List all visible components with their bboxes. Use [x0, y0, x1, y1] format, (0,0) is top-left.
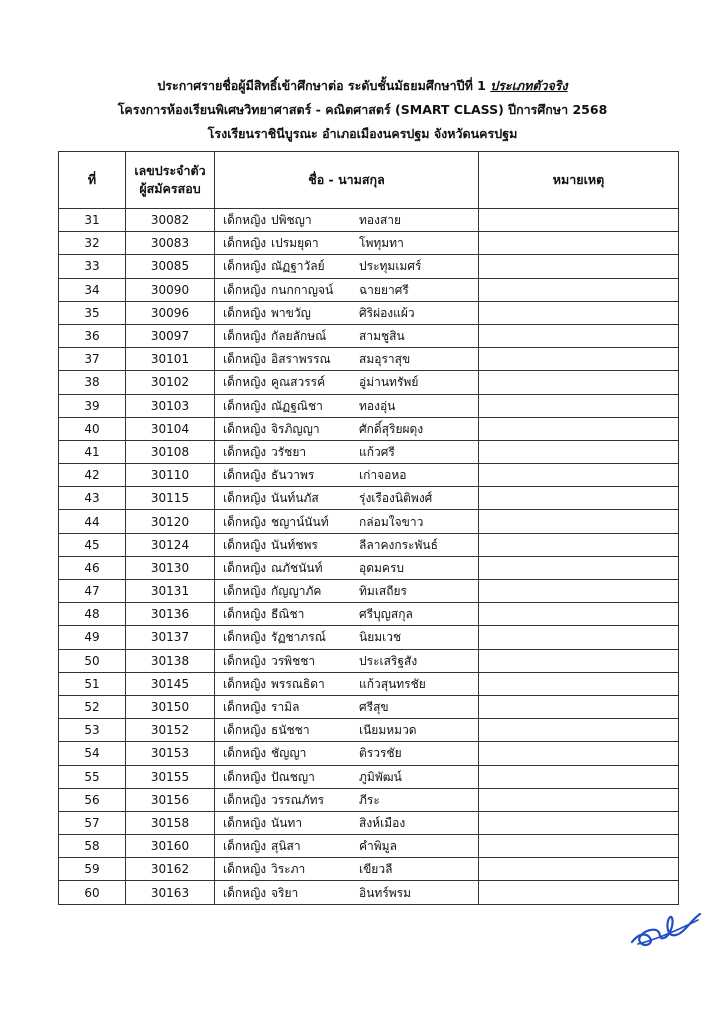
last-name: สามชูสิน	[359, 329, 405, 344]
table-row	[59, 348, 679, 371]
cell-full-name	[215, 858, 479, 881]
cell-applicant-id: 30097	[126, 324, 215, 347]
first-name: ธนัชชา	[271, 723, 310, 738]
cell-remark	[479, 348, 679, 371]
table-row	[59, 788, 679, 811]
table-row	[59, 301, 679, 324]
cell-applicant-id: 30131	[126, 580, 215, 603]
name-title: เด็กหญิง	[223, 839, 267, 854]
cell-full-name	[215, 255, 479, 278]
last-name: สมอุราสุข	[359, 352, 411, 367]
first-name: กนกกาญจน์	[271, 282, 334, 297]
last-name: อินทร์พรม	[359, 885, 412, 900]
last-name: ประทุมเมศร์	[359, 259, 422, 274]
cell-full-name	[215, 348, 479, 371]
cell-no: 51	[59, 672, 126, 695]
table-row	[59, 278, 679, 301]
cell-applicant-id: 30137	[126, 626, 215, 649]
cell-no: 53	[59, 719, 126, 742]
cell-remark	[479, 301, 679, 324]
cell-no: 58	[59, 835, 126, 858]
cell-remark	[479, 394, 679, 417]
name-title: เด็กหญิง	[223, 352, 267, 367]
cell-full-name	[215, 301, 479, 324]
table-header-row	[59, 152, 679, 209]
last-name: โพทุมทา	[359, 236, 404, 251]
header-line-1	[0, 74, 725, 98]
first-name: รัฏชาภรณ์	[271, 630, 326, 645]
name-title: เด็กหญิง	[223, 769, 267, 784]
first-name: นันท์ชพร	[271, 537, 318, 552]
last-name: ภีระ	[359, 792, 380, 807]
name-title: เด็กหญิง	[223, 398, 267, 413]
first-name: จิรภิญญา	[271, 421, 320, 436]
last-name: ทองอุ่น	[359, 398, 396, 413]
cell-remark	[479, 209, 679, 232]
cell-applicant-id: 30152	[126, 719, 215, 742]
cell-no: 36	[59, 324, 126, 347]
last-name: ศรีบุญสกุล	[359, 607, 413, 622]
cell-no: 42	[59, 464, 126, 487]
first-name: ปัณชญา	[271, 769, 315, 784]
table-row	[59, 255, 679, 278]
cell-full-name	[215, 742, 479, 765]
last-name: เขียวลี	[359, 862, 393, 877]
cell-full-name	[215, 719, 479, 742]
col-header-name: ชื่อ - นามสกุล	[215, 152, 479, 209]
cell-no: 38	[59, 371, 126, 394]
cell-remark	[479, 510, 679, 533]
first-name: วรัชยา	[271, 444, 307, 459]
cell-remark	[479, 417, 679, 440]
table-row	[59, 510, 679, 533]
first-name: พาขวัญ	[271, 305, 311, 320]
cell-applicant-id: 30130	[126, 556, 215, 579]
table-row	[59, 417, 679, 440]
name-title: เด็กหญิง	[223, 468, 267, 483]
cell-applicant-id: 30110	[126, 464, 215, 487]
header-line-2: โครงการห้องเรียนพิเศษวิทยาศาสตร์ - คณิตศาสตร์ (SMART CLASS) ปีการศึกษา 2568	[117, 102, 608, 117]
last-name: เนียมหมวด	[359, 723, 417, 738]
first-name: กัญญาภัค	[271, 584, 322, 599]
name-title: เด็กหญิง	[223, 792, 267, 807]
cell-no: 40	[59, 417, 126, 440]
cell-no: 52	[59, 695, 126, 718]
table-row	[59, 440, 679, 463]
first-name: อิสราพรรณ	[271, 352, 331, 367]
first-name: วรรณภัทร	[271, 792, 325, 807]
cell-applicant-id: 30104	[126, 417, 215, 440]
cell-full-name	[215, 487, 479, 510]
cell-full-name	[215, 232, 479, 255]
last-name: กล่อมใจขาว	[359, 514, 424, 529]
table-row	[59, 324, 679, 347]
last-name: คำพิมูล	[359, 839, 397, 854]
cell-no: 55	[59, 765, 126, 788]
signature-stroke	[632, 914, 700, 945]
cell-applicant-id: 30101	[126, 348, 215, 371]
cell-no: 60	[59, 881, 126, 904]
cell-no: 43	[59, 487, 126, 510]
name-title: เด็กหญิง	[223, 236, 267, 251]
last-name: ทิมเสถียร	[359, 584, 407, 599]
cell-applicant-id: 30096	[126, 301, 215, 324]
name-title: เด็กหญิง	[223, 444, 267, 459]
cell-applicant-id: 30083	[126, 232, 215, 255]
table-row	[59, 464, 679, 487]
name-title: เด็กหญิง	[223, 421, 267, 436]
col-header-id-line-2: ผู้สมัครสอบ	[139, 181, 201, 196]
last-name: อุดมครบ	[359, 560, 404, 575]
signature-image	[628, 904, 704, 950]
cell-no: 37	[59, 348, 126, 371]
header-line-1-emphasis: ประเภทตัวจริง	[490, 78, 568, 93]
first-name: สุนิสา	[271, 839, 301, 854]
table-row	[59, 649, 679, 672]
cell-no: 35	[59, 301, 126, 324]
cell-full-name	[215, 556, 479, 579]
first-name: เปรมยุดา	[271, 236, 319, 251]
cell-remark	[479, 765, 679, 788]
student-list-table	[58, 151, 679, 905]
table-row	[59, 603, 679, 626]
cell-remark	[479, 464, 679, 487]
name-title: เด็กหญิง	[223, 514, 267, 529]
cell-remark	[479, 811, 679, 834]
first-name: นันทา	[271, 815, 303, 830]
table-row	[59, 695, 679, 718]
cell-full-name	[215, 324, 479, 347]
cell-no: 46	[59, 556, 126, 579]
table-row	[59, 811, 679, 834]
cell-full-name	[215, 440, 479, 463]
name-title: เด็กหญิง	[223, 676, 267, 691]
cell-applicant-id: 30163	[126, 881, 215, 904]
last-name: ศรีสุข	[359, 700, 389, 715]
last-name: แก้วศรี	[359, 444, 395, 459]
name-title: เด็กหญิง	[223, 537, 267, 552]
cell-remark	[479, 719, 679, 742]
cell-remark	[479, 278, 679, 301]
cell-full-name	[215, 672, 479, 695]
last-name: รุ่งเรืองนิติพงศ์	[359, 491, 433, 506]
cell-full-name	[215, 510, 479, 533]
first-name: ณัฏฐาวัลย์	[271, 259, 325, 274]
first-name: นันท์นภัส	[271, 491, 319, 506]
header-line-1-prefix: ประกาศรายชื่อผู้มีสิทธิ์เข้าศึกษาต่อ ระดับชั้นมัธยมศึกษาปีที่ 1	[157, 78, 491, 93]
last-name: ศิริผ่องแผ้ว	[359, 305, 415, 320]
cell-applicant-id: 30158	[126, 811, 215, 834]
name-title: เด็กหญิง	[223, 560, 267, 575]
col-header-no: ที่	[59, 152, 126, 209]
cell-remark	[479, 556, 679, 579]
cell-no: 39	[59, 394, 126, 417]
table-row	[59, 858, 679, 881]
cell-no: 33	[59, 255, 126, 278]
first-name: ธันวาพร	[271, 468, 315, 483]
cell-full-name	[215, 464, 479, 487]
name-title: เด็กหญิง	[223, 630, 267, 645]
name-title: เด็กหญิง	[223, 862, 267, 877]
cell-no: 45	[59, 533, 126, 556]
first-name: วิระภา	[271, 862, 306, 877]
name-title: เด็กหญิง	[223, 607, 267, 622]
cell-no: 59	[59, 858, 126, 881]
cell-full-name	[215, 278, 479, 301]
first-name: ธีณิชา	[271, 607, 305, 622]
cell-applicant-id: 30115	[126, 487, 215, 510]
cell-full-name	[215, 533, 479, 556]
cell-remark	[479, 533, 679, 556]
cell-remark	[479, 371, 679, 394]
first-name: พรรณธิดา	[271, 676, 325, 691]
first-name: กัลยลักษณ์	[271, 329, 327, 344]
cell-full-name	[215, 209, 479, 232]
cell-applicant-id: 30136	[126, 603, 215, 626]
col-header-remark: หมายเหตุ	[479, 152, 679, 209]
cell-remark	[479, 626, 679, 649]
table-row	[59, 394, 679, 417]
cell-applicant-id: 30162	[126, 858, 215, 881]
cell-full-name	[215, 603, 479, 626]
cell-full-name	[215, 417, 479, 440]
cell-no: 48	[59, 603, 126, 626]
last-name: นิยมเวช	[359, 630, 402, 645]
table-row	[59, 672, 679, 695]
cell-remark	[479, 881, 679, 904]
cell-no: 32	[59, 232, 126, 255]
cell-applicant-id: 30160	[126, 835, 215, 858]
first-name: คูณสวรรค์	[271, 375, 326, 390]
last-name: อู่ม่านทรัพย์	[359, 375, 419, 390]
name-title: เด็กหญิง	[223, 653, 267, 668]
cell-applicant-id: 30124	[126, 533, 215, 556]
cell-remark	[479, 324, 679, 347]
cell-no: 41	[59, 440, 126, 463]
table-row	[59, 719, 679, 742]
name-title: เด็กหญิง	[223, 375, 267, 390]
table-row	[59, 742, 679, 765]
cell-applicant-id: 30108	[126, 440, 215, 463]
cell-remark	[479, 255, 679, 278]
cell-full-name	[215, 788, 479, 811]
name-title: เด็กหญิง	[223, 213, 267, 228]
cell-no: 57	[59, 811, 126, 834]
name-title: เด็กหญิง	[223, 885, 267, 900]
cell-applicant-id: 30085	[126, 255, 215, 278]
last-name: แก้วสุนทรชัย	[359, 676, 426, 691]
cell-full-name	[215, 835, 479, 858]
cell-no: 49	[59, 626, 126, 649]
header-line-3: โรงเรียนราชินีบูรณะ อำเภอเมืองนครปฐม จังหวัดนครปฐม	[207, 126, 518, 141]
cell-applicant-id: 30145	[126, 672, 215, 695]
table-row	[59, 765, 679, 788]
cell-no: 47	[59, 580, 126, 603]
last-name: ทองสาย	[359, 213, 402, 228]
last-name: ประเสริฐสัง	[359, 653, 418, 668]
name-title: เด็กหญิง	[223, 282, 267, 297]
cell-full-name	[215, 580, 479, 603]
cell-applicant-id: 30138	[126, 649, 215, 672]
name-title: เด็กหญิง	[223, 700, 267, 715]
first-name: ชญาน์นันท์	[271, 514, 329, 529]
name-title: เด็กหญิง	[223, 491, 267, 506]
cell-remark	[479, 742, 679, 765]
name-title: เด็กหญิง	[223, 259, 267, 274]
cell-applicant-id: 30082	[126, 209, 215, 232]
cell-remark	[479, 835, 679, 858]
cell-remark	[479, 603, 679, 626]
cell-applicant-id: 30120	[126, 510, 215, 533]
cell-applicant-id: 30155	[126, 765, 215, 788]
cell-applicant-id: 30103	[126, 394, 215, 417]
cell-remark	[479, 649, 679, 672]
cell-no: 56	[59, 788, 126, 811]
first-name: ณภัชนันท์	[271, 560, 323, 575]
table-row	[59, 209, 679, 232]
cell-no: 34	[59, 278, 126, 301]
cell-applicant-id: 30156	[126, 788, 215, 811]
cell-applicant-id: 30090	[126, 278, 215, 301]
cell-full-name	[215, 811, 479, 834]
cell-applicant-id: 30102	[126, 371, 215, 394]
cell-remark	[479, 232, 679, 255]
table-row	[59, 835, 679, 858]
last-name: ลีลาคงกระพันธ์	[359, 537, 438, 552]
last-name: ภูมิพัฒน์	[359, 769, 402, 784]
table-row	[59, 580, 679, 603]
table-row	[59, 232, 679, 255]
last-name: ฉายยาศรี	[359, 282, 409, 297]
table-row	[59, 881, 679, 904]
name-title: เด็กหญิง	[223, 723, 267, 738]
table-body	[59, 209, 679, 905]
cell-full-name	[215, 765, 479, 788]
cell-applicant-id: 30150	[126, 695, 215, 718]
table-row	[59, 371, 679, 394]
last-name: ติรวรชัย	[359, 746, 402, 761]
cell-remark	[479, 487, 679, 510]
table-row	[59, 626, 679, 649]
first-name: ณัฏฐณิชา	[271, 398, 323, 413]
table-row	[59, 556, 679, 579]
col-header-id-line-1: เลขประจำตัว	[134, 163, 206, 178]
cell-full-name	[215, 626, 479, 649]
cell-no: 54	[59, 742, 126, 765]
table-row	[59, 487, 679, 510]
cell-full-name	[215, 649, 479, 672]
first-name: รามิล	[271, 700, 300, 715]
first-name: ชัญญา	[271, 746, 307, 761]
last-name: ศักดิ์สุริยผดุง	[359, 421, 424, 436]
cell-remark	[479, 695, 679, 718]
cell-no: 44	[59, 510, 126, 533]
cell-applicant-id: 30153	[126, 742, 215, 765]
name-title: เด็กหญิง	[223, 815, 267, 830]
cell-no: 31	[59, 209, 126, 232]
cell-full-name	[215, 371, 479, 394]
first-name: วรพิชชา	[271, 653, 316, 668]
cell-remark	[479, 858, 679, 881]
cell-remark	[479, 440, 679, 463]
name-title: เด็กหญิง	[223, 329, 267, 344]
cell-remark	[479, 672, 679, 695]
first-name: จริยา	[271, 885, 299, 900]
cell-remark	[479, 580, 679, 603]
cell-full-name	[215, 394, 479, 417]
cell-no: 50	[59, 649, 126, 672]
cell-remark	[479, 788, 679, 811]
name-title: เด็กหญิง	[223, 305, 267, 320]
first-name: ปพิชญา	[271, 213, 312, 228]
table-row	[59, 533, 679, 556]
cell-full-name	[215, 695, 479, 718]
cell-full-name	[215, 881, 479, 904]
name-title: เด็กหญิง	[223, 584, 267, 599]
name-title: เด็กหญิง	[223, 746, 267, 761]
last-name: เก่าจอหอ	[359, 468, 407, 483]
announcement-header	[0, 74, 725, 146]
last-name: สิงห์เมือง	[359, 815, 406, 830]
col-header-applicant-id	[126, 152, 215, 209]
